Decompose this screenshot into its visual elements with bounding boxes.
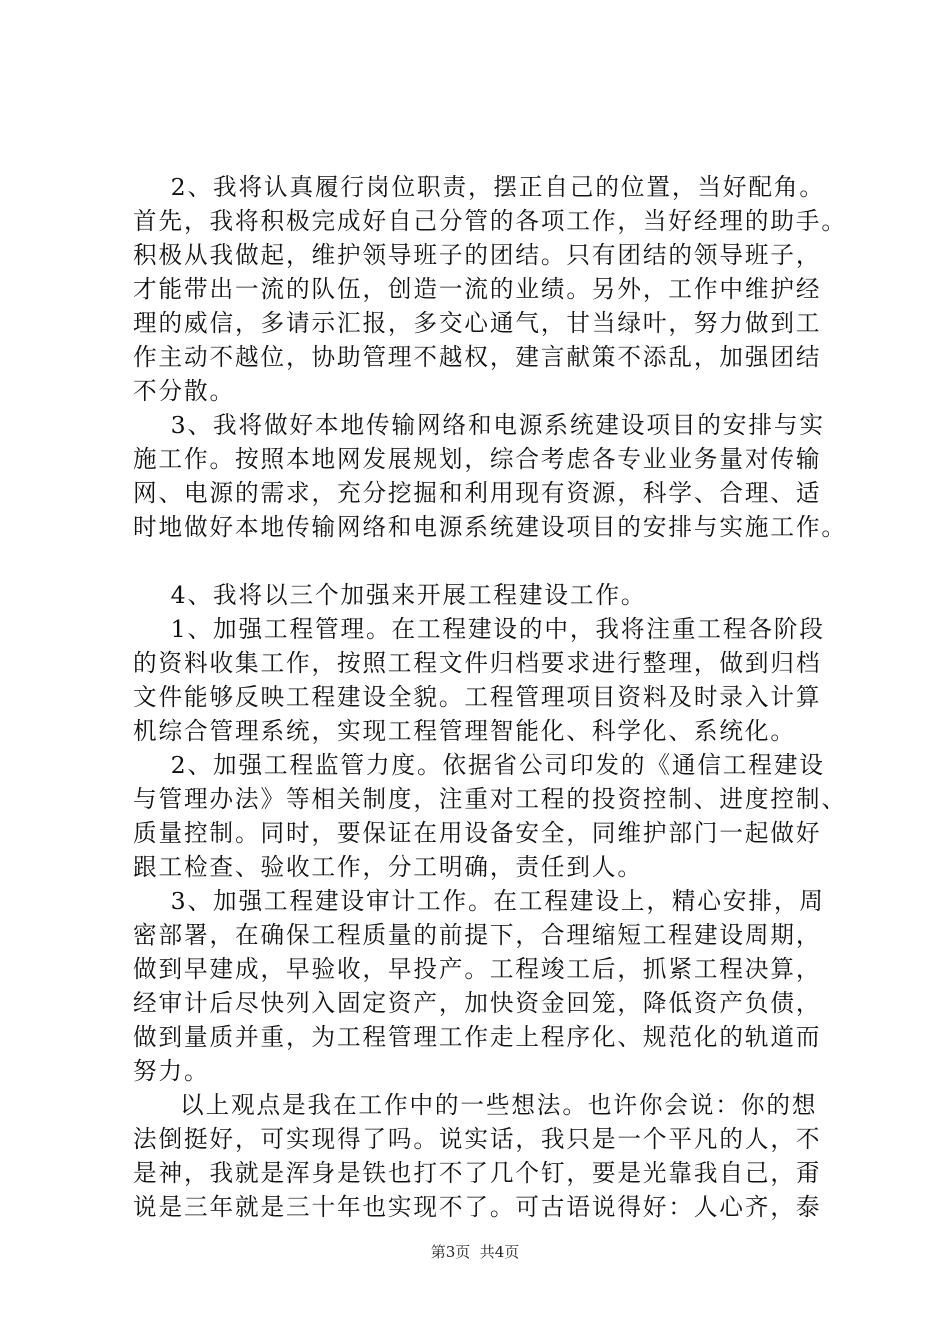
text-line: 首先，我将积极完成好自己分管的各项工作，当好经理的助手。: [133, 207, 847, 235]
text-line: 才能带出一流的队伍，创造一流的业绩。另外，工作中维护经: [133, 275, 822, 303]
text-line: 积极从我做起，维护领导班子的团结。只有团结的领导班子，: [133, 241, 822, 269]
text-line: 理的威信，多请示汇报，多交心通气，甘当绿叶，努力做到工: [133, 309, 822, 337]
page-number-footer: 第3页 共4页: [430, 1243, 520, 1261]
text-line: 施工作。按照本地网发展规划，综合考虑各专业业务量对传输: [133, 445, 822, 473]
text-line: 3、我将做好本地传输网络和电源系统建设项目的安排与实: [133, 411, 825, 439]
text-line: 1、加强工程管理。在工程建设的中，我将注重工程各阶段: [133, 615, 825, 643]
text-line: 密部署，在确保工程质量的前提下，合理缩短工程建设周期，: [133, 921, 822, 949]
text-line: 的资料收集工作，按照工程文件归档要求进行整理，做到归档: [133, 649, 822, 677]
text-line: 做到量质并重，为工程管理工作走上程序化、规范化的轨道而: [133, 1023, 822, 1051]
text-line: 经审计后尽快列入固定资产，加快资金回笼，降低资产负债，: [133, 989, 822, 1017]
text-line: 与管理办法》等相关制度，注重对工程的投资控制、进度控制、: [133, 785, 847, 813]
text-line: 是神，我就是浑身是铁也打不了几个钉，要是光靠我自己，甭: [133, 1159, 822, 1187]
text-line: 说是三年就是三十年也实现不了。可古语说得好：人心齐，泰: [133, 1193, 822, 1221]
text-line: 作主动不越位，协助管理不越权，建言献策不添乱，加强团结: [133, 343, 822, 371]
text-line: 不分散。: [133, 377, 235, 405]
text-line: 机综合管理系统，实现工程管理智能化、科学化、系统化。: [133, 717, 796, 745]
text-line: 2、加强工程监管力度。依据省公司印发的《通信工程建设: [133, 751, 825, 779]
text-line: 时地做好本地传输网络和电源系统建设项目的安排与实施工作。: [133, 513, 847, 541]
text-line: 2、我将认真履行岗位职责，摆正自己的位置，当好配角。: [133, 173, 825, 201]
text-line: 法倒挺好，可实现得了吗。说实话，我只是一个平凡的人，不: [133, 1125, 822, 1153]
text-line: 文件能够反映工程建设全貌。工程管理项目资料及时录入计算: [133, 683, 822, 711]
text-line: 跟工检查、验收工作，分工明确，责任到人。: [133, 853, 643, 881]
text-line: 网、电源的需求，充分挖掘和利用现有资源，科学、合理、适: [133, 479, 822, 507]
text-line: 4、我将以三个加强来开展工程建设工作。: [133, 581, 647, 609]
text-line: 努力。: [133, 1057, 210, 1085]
text-line: 以上观点是我在工作中的一些想法。也许你会说：你的想: [133, 1091, 818, 1119]
text-line: 质量控制。同时，要保证在用设备安全，同维护部门一起做好: [133, 819, 822, 847]
text-line: 做到早建成，早验收，早投产。工程竣工后，抓紧工程决算，: [133, 955, 822, 983]
text-line: 3、加强工程建设审计工作。在工程建设上，精心安排，周: [133, 887, 825, 915]
